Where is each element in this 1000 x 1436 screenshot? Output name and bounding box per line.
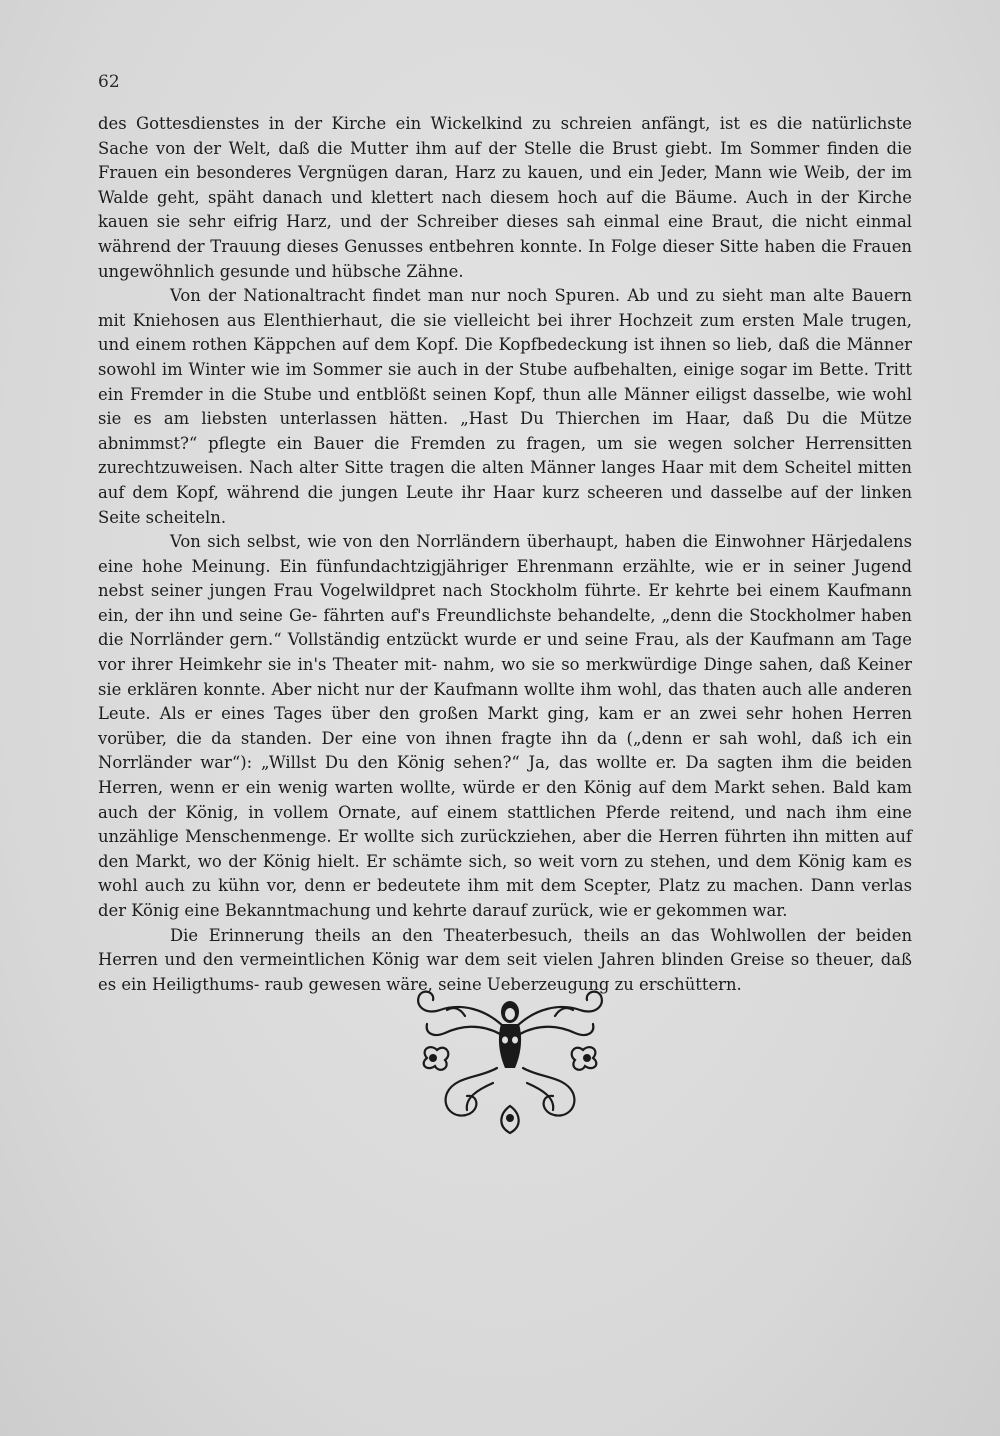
paragraph-1: des Gottesdienstes in der Kirche ein Wickelkind zu schreien anfängt, ist es die natürlichste Sache von der Welt, daß die Mutter ihm auf der Stelle die Brust giebt. Im Sommer finden die Frauen ein besonderes Vergnügen daran, Harz zu kauen, und ein Jeder, Mann wie Weib, der im Walde geht, späht danach und klettert nach diesem hoch auf die Bäume. Auch in der Kirche kauen sie sehr eifrig Harz, und der Schreiber dieses sah einmal eine Braut, die nicht einmal während der Trauung dieses Genusses entbehren konnte. In Folge dieser Sitte haben die Frauen ungewöhnlich gesunde und hübsche Zähne. [98, 114, 912, 281]
mermaid-vignette-icon [405, 988, 615, 1138]
paragraph-4: Die Erinnerung theils an den Theaterbesuch, theils an das Wohlwollen der beiden Herren und den vermeintlichen König war dem seit vielen Jahren blinden Greise so theuer, daß es ein Heiligthums- raub gewesen wäre, seine Ueberzeugung zu erschüttern. [98, 925, 912, 994]
body-text [98, 112, 912, 997]
paragraph-2: Von der Nationaltracht findet man nur noch Spuren. Ab und zu sieht man alte Bauern mit Kniehosen aus Elenthierhaut, die sie vielleicht bei ihrer Hochzeit zum ersten Male trugen, und einem rothen Käppchen auf dem Kopf. Die Kopfbedeckung ist ihnen so lieb, daß die Männer sowohl im Winter wie im Sommer sie auch in der Stube aufbehalten, einige sogar im Bette. Tritt ein Fremder in die Stube und entblößt seinen Kopf, thun alle Männer eiligst dasselbe, wie wohl sie es am liebsten unterlassen hätten. „Hast Du Thierchen im Haar, daß Du die Mütze abnimmst?“ pflegte ein Bauer die Fremden zu fragen, um sie wegen solcher Herrensitten zurechtzuweisen. Nach alter Sitte tragen die alten Männer langes Haar mit dem Scheitel mitten auf dem Kopf, während die jungen Leute ihr Haar kurz scheeren und dasselbe auf der linken Seite scheiteln. [98, 286, 912, 527]
page-number: 62 [98, 72, 120, 92]
paragraph-3: Von sich selbst, wie von den Norrländern überhaupt, haben die Einwohner Härjedalens eine hohe Meinung. Ein fünfundachtzigjähriger Ehrenmann erzählte, wie er in seiner Jugend nebst seiner jungen Frau Vogelwildpret nach Stockholm führte. Er kehrte bei einem Kaufmann ein, der ihn und seine Ge- fährten auf's Freundlichste behandelte, „denn die Stockholmer haben die Norrländer gern.“ Vollständig entzückt wurde er und seine Frau, als der Kaufmann am Tage vor ihrer Heimkehr sie in's Theater mit- nahm, wo sie so merkwürdige Dinge sahen, daß Keiner sie erklären konnte. Aber nicht nur der Kaufmann wollte ihm wohl, das thaten auch alle anderen Leute. Als er eines Tages über den großen Markt ging, kam er an zwei sehr hohen Herren vorüber, die da standen. Der eine von ihnen fragte ihn da („denn er sah wohl, daß ich ein Norrländer war“): „Willst Du den König sehen?“ Ja, das wollte er. Da sagten ihm die beiden Herren, wenn er ein wenig warten wollte, würde er den König auf dem Markt sehen. Bald kam auch der König, in vollem Ornate, auf einem stattlichen Pferde reitend, und nach ihm eine unzählige Menschenmenge. Er wollte sich zurückziehen, aber die Herren führten ihn mitten auf den Markt, wo der König hielt. Er schämte sich, so weit vorn zu stehen, und dem König kam es wohl auch zu kühn vor, denn er bedeutete ihm mit dem Scepter, Platz zu machen. Dann verlas der König eine Bekanntmachung und kehrte darauf zurück, wie er gekommen war. [98, 532, 912, 920]
